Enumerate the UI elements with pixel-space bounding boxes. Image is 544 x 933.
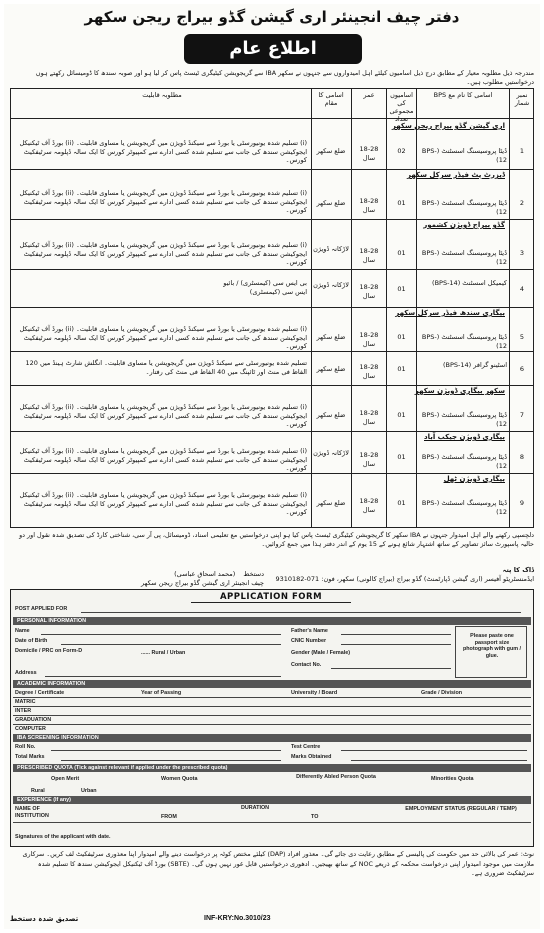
row-count: 01 [397, 411, 406, 419]
intro-text: مندرجہ ذیل مطلوبہ معیار کے مطابق درج ذیل اسامیوں کیلئے اہل امیدواروں سے جنہوں نے سکھر IBA سے گریجویشن کیٹیگری ٹیسٹ پاس کر لیا ہو اور صوبہ سندھ کا ڈومیسائل رکھتے ہوں درخواستیں مطلوب ہیں۔ [35, 69, 534, 86]
row-qualification: تسلیم شدہ یونیورسٹی سے سیکنڈ ڈویژن میں گریجویشن یا مساوی قابلیت۔ انگلش شارٹ ہینڈ میں 120 الفاظ فی منٹ اور ٹائپنگ میں 40 الفاظ فی منٹ کی رفتار۔ [25, 359, 307, 376]
women-quota-option[interactable]: Women Quota [161, 776, 198, 782]
col-divider [311, 89, 312, 527]
experience-divider [13, 822, 531, 823]
application-instructions: دلچسپی رکھنے والے اہل امیدوار جنہوں نے IBA سکھر کا گریجویشن کیٹیگری ٹیسٹ پاس کیا ہو اپنی درخواستیں مع تعلیمی اسناد، ڈومیسائل، پی آر سی، شناختی کارڈ کی تصدیق شدہ نقول اور دو حالیہ پاسپورٹ سائز تصاویر کے ساتھ اشتہار شائع ہونے کے 15 یوم کے اندر دفتر ہذا میں جمع کروائیں۔ [19, 531, 534, 548]
public-notice-banner: اطلاع عام [184, 34, 362, 64]
category-heading: بیگاری ڈویژن ٹھل [443, 475, 505, 483]
row-qualification: (i) تسلیم شدہ یونیورسٹی یا بورڈ سے سیکنڈ ڈویژن میں گریجویشن یا مساوی قابلیت۔ (ii) بورڈ آف ٹیکنیکل ایجوکیشن سندھ کی جانب سے تسلیم شدہ کسی ادارے سے کمپیوٹر کورس کا ایک سالہ ڈپلومہ سرٹیفکیٹ کورس۔ [19, 325, 307, 350]
row-age: 18-28 سال [359, 363, 379, 380]
office-title: دفتر چیف انجینئر اری گیشن گڈو بیراج ریجن سکھر [84, 8, 460, 26]
row-serial: 8 [519, 453, 525, 461]
header-location: اسامی کا مقام [318, 91, 344, 107]
row-location: ضلع سکھر [316, 333, 346, 341]
row-count: 01 [397, 499, 406, 507]
vacancy-table [10, 88, 534, 528]
row-qualification: (i) تسلیم شدہ یونیورسٹی یا بورڈ سے سیکنڈ ڈویژن میں گریجویشن یا مساوی قابلیت۔ (ii) بورڈ آف ٹیکنیکل ایجوکیشن سندھ کی جانب سے تسلیم شدہ کسی ادارے سے کمپیوٹر کورس کا ایک سالہ ڈپلومہ سرٹیفکیٹ کورس۔ [19, 139, 307, 164]
experience-section: EXPERIENCE (If any) [13, 796, 531, 804]
row-serial: 3 [519, 249, 525, 257]
row-serial: 7 [519, 411, 525, 419]
row-age: 18-28 سال [359, 197, 379, 214]
post-applied-field[interactable] [81, 612, 521, 613]
cnic-field[interactable] [341, 644, 451, 645]
name-field[interactable] [41, 634, 281, 635]
header-age: عمر [363, 91, 375, 99]
academic-row: INTER [15, 708, 32, 714]
row-age: 18-28 سال [359, 451, 379, 468]
row-count: 01 [397, 285, 406, 293]
row-location: لاڑکانہ ڈویژن [313, 449, 349, 457]
minorities-option[interactable]: Minorities Quota [431, 776, 474, 782]
row-location: ضلع سکھر [316, 365, 346, 373]
photo-instruction: Please paste one passport size photograph with gum / glue. [462, 633, 522, 659]
row-divider [11, 385, 533, 386]
footer-urdu-label: تصدیق شدہ دستخط [10, 915, 79, 923]
row-divider [11, 269, 533, 270]
category-heading: سکھر بیگاری ڈویژن سکھر [414, 387, 505, 395]
academic-row: COMPUTER [15, 726, 46, 732]
row-post: ڈیٹا پروسیسنگ اسسٹنٹ (BPS-12) [421, 411, 507, 428]
address-field[interactable] [45, 676, 281, 677]
advertisement-page [4, 4, 540, 929]
test-centre-label: Test Centre [291, 744, 321, 750]
signature-label: دستخط [243, 570, 264, 578]
employment-status-label: EMPLOYMENT STATUS (REGULAR / TEMP) [405, 806, 517, 812]
row-post: ڈیٹا پروسیسنگ اسسٹنٹ (BPS-12) [421, 499, 507, 516]
row-age: 18-28 سال [359, 247, 379, 264]
academic-row: GRADUATION [15, 717, 52, 723]
row-qualification: (i) تسلیم شدہ یونیورسٹی یا بورڈ سے سیکنڈ ڈویژن میں گریجویشن یا مساوی قابلیت۔ (ii) بورڈ آف ٹیکنیکل ایجوکیشن سندھ کی جانب سے تسلیم شدہ کسی ادارے سے کمپیوٹر کورس کا ایک سالہ ڈپلومہ سرٹیفکیٹ کورس۔ [19, 403, 307, 428]
row-age: 18-28 سال [359, 145, 379, 162]
applicant-signature-label: Signatures of the applicant with date. [15, 834, 111, 840]
roll-no-label: Roll No. [15, 744, 36, 750]
category-heading: ڈیزرٹ پٹ فیڈر سرکل سکھر [407, 171, 505, 179]
row-qualification: (i) تسلیم شدہ یونیورسٹی یا بورڈ سے سیکنڈ ڈویژن میں گریجویشن یا مساوی قابلیت۔ (ii) بورڈ آف ٹیکنیکل ایجوکیشن سندھ کی جانب سے تسلیم شدہ کسی ادارے سے کمپیوٹر کورس کا ایک سالہ ڈپلومہ سرٹیفکیٹ کورس۔ [19, 447, 307, 472]
row-post: اسٹینو گرافر (BPS-14) [442, 361, 507, 369]
row-divider [11, 473, 533, 474]
roll-no-field[interactable] [51, 750, 281, 751]
marks-obtained-label: Marks Obtained [291, 754, 332, 760]
quota-section: PRESCRIBED QUOTA (Tick against relevant if applied under the prescribed quota) [13, 764, 531, 772]
institution-label: NAME OF INSTITUTION [15, 806, 49, 819]
contact-field[interactable] [331, 668, 451, 669]
row-post: ڈیٹا پروسیسنگ اسسٹنٹ (BPS-12) [421, 249, 507, 266]
row-qualification: بی ایس سی (کیمسٹری) / بائیو ایس سی (کیمسٹری) [223, 279, 307, 296]
fathers-name-field[interactable] [341, 634, 451, 635]
row-divider [11, 219, 533, 220]
row-qualification: (i) تسلیم شدہ یونیورسٹی یا بورڈ سے سیکنڈ ڈویژن میں گریجویشن یا مساوی قابلیت۔ (ii) بورڈ آف ٹیکنیکل ایجوکیشن سندھ کی جانب سے تسلیم شدہ کسی ادارے سے کمپیوٹر کورس کا ایک سالہ ڈپلومہ سرٹیفکیٹ کورس۔ [19, 491, 307, 516]
row-qualification: (i) تسلیم شدہ یونیورسٹی یا بورڈ سے سیکنڈ ڈویژن میں گریجویشن یا مساوی قابلیت۔ (ii) بورڈ آف ٹیکنیکل ایجوکیشن سندھ کی جانب سے تسلیم شدہ کسی ادارے سے کمپیوٹر کورس کا ایک سالہ ڈپلومہ سرٹیفکیٹ کورس۔ [19, 241, 307, 266]
row-post: ڈیٹا پروسیسنگ اسسٹنٹ (BPS-12) [421, 147, 507, 164]
rural-option[interactable]: Rural [31, 788, 45, 794]
open-merit-option[interactable]: Open Merit [51, 776, 80, 782]
col-divider [509, 89, 510, 527]
row-serial: 6 [519, 365, 525, 373]
total-marks-field[interactable] [61, 760, 281, 761]
row-location: ضلع سکھر [316, 147, 346, 155]
postal-address-label: ڈاک کا پتہ [502, 566, 534, 574]
application-form [10, 589, 534, 847]
table-header [11, 89, 533, 123]
academic-info-section: ACADEMIC INFORMATION [13, 680, 531, 688]
row-post: کیمیکل اسسٹنٹ (BPS-14) [432, 279, 507, 287]
row-location: لاڑکانہ ڈویژن [313, 245, 349, 253]
row-location: ضلع سکھر [316, 199, 346, 207]
grade-col-header: Grade / Division [421, 690, 463, 696]
dob-field[interactable] [61, 644, 281, 645]
postal-address: ایڈمنسٹریٹو آفیسر (اری گیشن ڈپارٹمنٹ) گڈو بیراج (بیراج کالونی) سکھر، فون: 071-9310182 [275, 575, 534, 583]
from-label: FROM [161, 814, 177, 820]
post-applied-label: POST APPLIED FOR [15, 606, 68, 612]
year-col-header: Year of Passing [141, 690, 182, 696]
cnic-label: CNIC Number [291, 638, 327, 644]
footnote: نوٹ: عمر کی بالائی حد میں حکومت کی پالیسی کے مطابق رعایت دی جائے گی۔ معذور افراد (DAP) کیلئے مختص کوٹہ پر درخواست دینے والے امیدوار اپنا معذوری سرٹیفکیٹ لف کریں۔ سرکاری ملازمت میں موجود امیدوار اپنی درخواست محکمہ کے ذریعے NOC کے ساتھ بھیجیں۔ ادھوری درخواستیں قابل غور نہیں ہوں گی۔ (SBTE) بورڈ آف ٹیکنیکل ایجوکیشن سندھ کا تسلیم شدہ سرٹیفکیٹ ضروری ہے۔ [22, 850, 534, 877]
row-location: ضلع سکھر [316, 411, 346, 419]
fathers-name-label: Father's Name [291, 628, 328, 634]
academic-divider [13, 715, 531, 716]
category-heading: بیگاری ڈویژن جیکب آباد [424, 433, 505, 441]
row-divider [11, 307, 533, 308]
row-post: ڈیٹا پروسیسنگ اسسٹنٹ (BPS-12) [421, 453, 507, 470]
test-centre-field[interactable] [341, 750, 527, 751]
row-count: 01 [397, 365, 406, 373]
category-heading: بیگاری سندھ فیڈر سرکل سکھر [395, 309, 505, 317]
photo-box[interactable] [455, 626, 527, 678]
row-post: ڈیٹا پروسیسنگ اسسٹنٹ (BPS-12) [421, 199, 507, 216]
signatory-title: چیف انجینئر اری گیشن گڈو بیراج ریجن سکھر [140, 579, 264, 587]
personal-info-section: PERSONAL INFORMATION [13, 617, 531, 625]
row-count: 01 [397, 249, 406, 257]
row-count: 01 [397, 453, 406, 461]
header-count: اسامیوں کی مجموعی تعداد [389, 91, 414, 123]
row-count: 01 [397, 199, 406, 207]
form-title: APPLICATION FORM [191, 592, 351, 603]
inf-number: INF-KRY:No.3010/23 [204, 915, 271, 922]
category-heading: گڈو بیراج ڈویژن کشمور [423, 221, 505, 229]
academic-divider [13, 697, 531, 698]
col-divider [386, 89, 387, 527]
row-count: 01 [397, 333, 406, 341]
duration-label: DURATION [241, 805, 270, 811]
row-count: 02 [397, 147, 406, 155]
row-age: 18-28 سال [359, 497, 379, 514]
to-label: TO [311, 814, 319, 820]
row-divider [11, 431, 533, 432]
dob-label: Date of Birth [15, 638, 48, 644]
col-divider [351, 89, 352, 527]
row-age: 18-28 سال [359, 283, 379, 300]
row-location: لاڑکانہ ڈویژن [313, 281, 349, 289]
row-qualification: (i) تسلیم شدہ یونیورسٹی یا بورڈ سے سیکنڈ ڈویژن میں گریجویشن یا مساوی قابلیت۔ (ii) بورڈ آف ٹیکنیکل ایجوکیشن سندھ کی جانب سے تسلیم شدہ کسی ادارے سے کمپیوٹر کورس کا ایک سالہ ڈپلومہ سرٹیفکیٹ کورس۔ [19, 189, 307, 214]
row-serial: 5 [519, 333, 525, 341]
header-qualification: مطلوبہ قابلیت [142, 91, 182, 99]
col-divider [416, 89, 417, 527]
header-post: اسامی کا نام مع BPS [433, 91, 493, 99]
contact-label: Contact No. [291, 662, 322, 668]
degree-col-header: Degree / Certificate [15, 690, 65, 696]
row-age: 18-28 سال [359, 409, 379, 426]
row-age: 18-28 سال [359, 331, 379, 348]
header-serial: نمبر شمار [514, 91, 530, 107]
domicile-label: Domicile / PRC on Form-D [15, 648, 83, 654]
category-heading: اری گیشن گڈو بیراج ریجن سکھر [391, 122, 505, 130]
row-serial: 9 [519, 499, 525, 507]
row-location: ضلع سکھر [316, 499, 346, 507]
diff-abled-option[interactable]: Differently Abled Person Quota [296, 774, 376, 780]
rural-urban-option[interactable]: ...... Rural / Urban [141, 650, 186, 656]
university-col-header: University / Board [291, 690, 338, 696]
row-serial: 1 [519, 147, 525, 155]
row-post: ڈیٹا پروسیسنگ اسسٹنٹ (BPS-12) [421, 333, 507, 350]
signature-block [24, 570, 264, 588]
row-divider [11, 169, 533, 170]
iba-section: IBA SCREENING INFORMATION [13, 734, 531, 742]
total-marks-label: Total Marks [15, 754, 45, 760]
urban-option[interactable]: Urban [81, 788, 97, 794]
row-divider [11, 351, 533, 352]
address-label: Address [15, 670, 37, 676]
row-serial: 2 [519, 199, 525, 207]
academic-divider [13, 706, 531, 707]
signatory-name: (محمد اسحاق عباسی) [174, 570, 236, 578]
name-label: Name [15, 628, 30, 634]
academic-divider [13, 724, 531, 725]
academic-row: MATRIC [15, 699, 36, 705]
gender-label: Gender (Male / Female) [291, 650, 351, 656]
marks-obtained-field[interactable] [351, 760, 527, 761]
row-serial: 4 [519, 285, 525, 293]
